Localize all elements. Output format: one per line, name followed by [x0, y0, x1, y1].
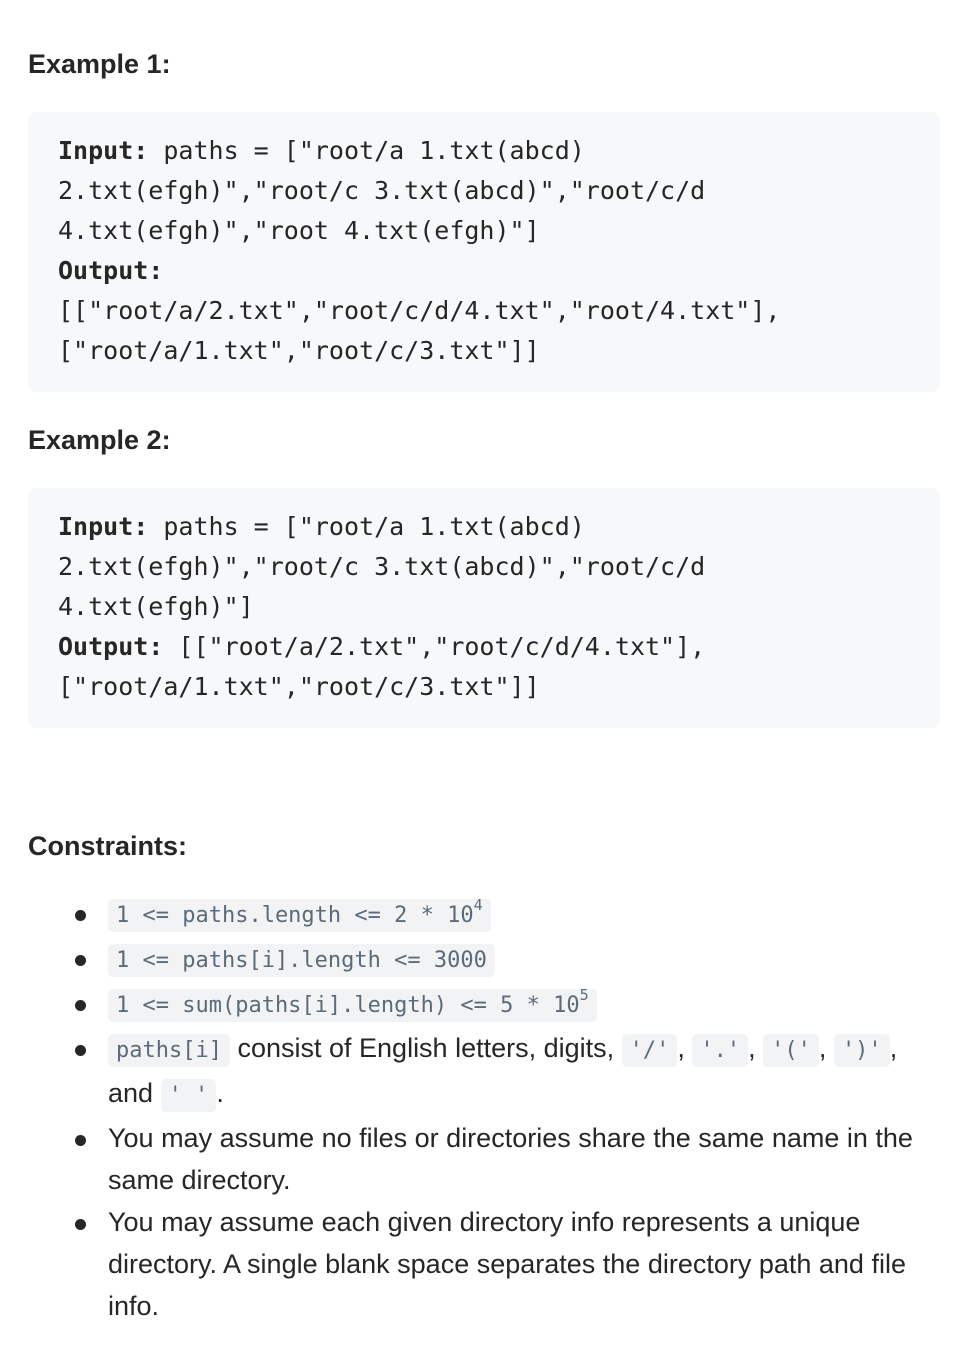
- separator: ,: [677, 1033, 693, 1063]
- example-2-line: [58, 627, 910, 667]
- code-text: [["root/a/2.txt","root/c/d/4.txt","root/4.txt"],: [58, 296, 781, 325]
- example-2-line: [58, 587, 910, 627]
- inline-code: '/': [622, 1034, 678, 1067]
- constraints-list: [0, 892, 972, 1327]
- bullet-icon: [75, 1135, 86, 1146]
- code-text: 4.txt(efgh)"]: [58, 592, 254, 621]
- code-text: paths = ["root/a 1.txt(abcd): [148, 136, 585, 165]
- constraint-text: You may assume each given directory info represents a unique directory. A single blank space separates the directory path and file info.: [108, 1207, 906, 1321]
- output-label: Output:: [58, 632, 164, 661]
- example-2-heading: Example 2:: [28, 425, 171, 455]
- inline-code: '(': [763, 1034, 819, 1067]
- code-text: ["root/a/1.txt","root/c/3.txt"]]: [58, 672, 540, 701]
- code-text: paths = ["root/a 1.txt(abcd): [148, 512, 585, 541]
- constraint-item: [0, 937, 972, 982]
- inline-code: '.': [692, 1034, 748, 1067]
- inline-code: 1 <= paths[i].length <= 3000: [108, 944, 495, 977]
- inline-code: paths[i]: [108, 1034, 230, 1067]
- inline-code: ')': [834, 1034, 890, 1067]
- constraints-heading: Constraints:: [28, 831, 188, 861]
- code-text: 2.txt(efgh)","root/c 3.txt(abcd)","root/c/d: [58, 552, 706, 581]
- inline-code: ' ': [161, 1079, 217, 1112]
- bullet-icon: [75, 1000, 86, 1011]
- example-2-line: [58, 547, 910, 587]
- constraint-text: , and: [108, 1033, 898, 1108]
- example-1-line: [58, 171, 910, 211]
- input-label: Input:: [58, 512, 149, 541]
- example-1-heading: Example 1:: [28, 49, 171, 79]
- example-1-line: [58, 331, 910, 371]
- bullet-icon: [75, 955, 86, 966]
- example-1-code-block: [28, 112, 940, 392]
- constraint-item: [0, 1027, 972, 1117]
- code-text: 4.txt(efgh)","root 4.txt(efgh)"]: [58, 216, 540, 245]
- output-label: Output:: [58, 256, 164, 285]
- example-1-line: [58, 291, 910, 331]
- example-2-code-block: [28, 488, 940, 728]
- code-text: ["root/a/1.txt","root/c/3.txt"]]: [58, 336, 540, 365]
- bullet-icon: [75, 1219, 86, 1230]
- bullet-icon: [75, 1045, 86, 1056]
- constraint-text: .: [216, 1078, 224, 1108]
- inline-code: [108, 896, 491, 932]
- constraint-text: You may assume no files or directories share the same name in the same directory.: [108, 1123, 913, 1195]
- separator: ,: [748, 1033, 764, 1063]
- code-text: 2.txt(efgh)","root/c 3.txt(abcd)","root/c/d: [58, 176, 706, 205]
- code-text: 1 <= sum(paths[i].length) <= 5 * 10: [116, 993, 580, 1018]
- constraint-item: [0, 892, 972, 937]
- bullet-icon: [75, 910, 86, 921]
- exponent: 4: [473, 896, 483, 914]
- inline-code: [108, 986, 597, 1022]
- code-text: [["root/a/2.txt","root/c/d/4.txt"],: [163, 632, 706, 661]
- example-1-line: [58, 251, 910, 291]
- constraint-text: consist of English letters, digits,: [229, 1033, 622, 1063]
- constraint-item: [0, 1201, 972, 1327]
- example-2-line: [58, 667, 910, 707]
- constraint-item: [0, 982, 972, 1027]
- separator: ,: [818, 1033, 834, 1063]
- exponent: 5: [579, 986, 589, 1004]
- input-label: Input:: [58, 136, 149, 165]
- example-1-line: [58, 131, 910, 171]
- example-2-line: [58, 507, 910, 547]
- code-text: 1 <= paths.length <= 2 * 10: [116, 903, 474, 928]
- constraint-item: [0, 1117, 972, 1201]
- example-1-line: [58, 211, 910, 251]
